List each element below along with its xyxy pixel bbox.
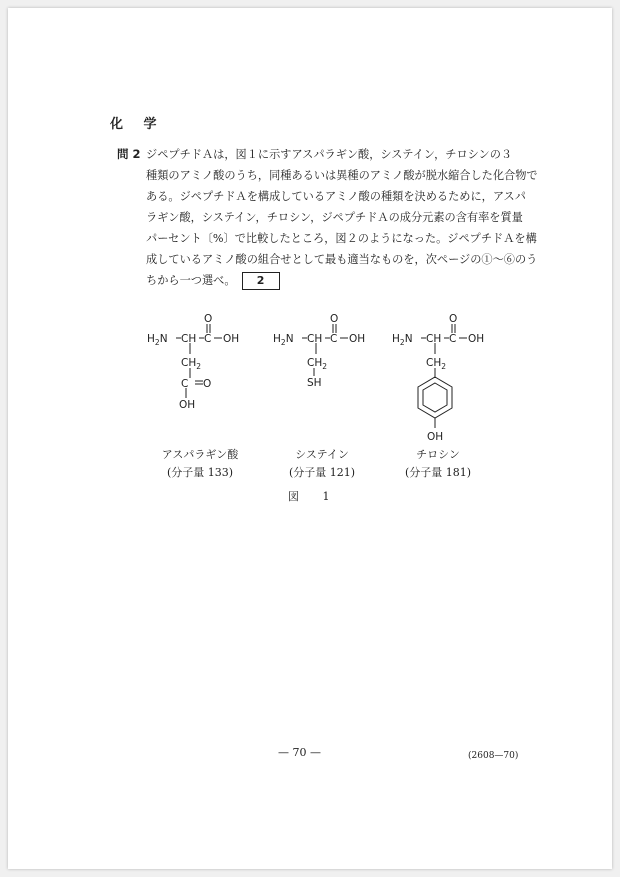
chem-sh: SH (307, 377, 322, 389)
question-line: ジペプチドＡは，図１に示すアスパラギン酸，システイン，チロシンの３ (146, 148, 513, 161)
chem-c: C (449, 333, 457, 345)
chem-amine: $H_2N$ (147, 333, 168, 347)
compound-mw-tyrosine: (分子量 181) (404, 466, 472, 479)
question-line: ちから一つ選べ。 (146, 274, 236, 287)
chem-ch2: $CH_2$ (426, 357, 447, 371)
question-line: ある。ジペプチドＡを構成しているアミノ酸の種類を決めるために，アスパ (146, 190, 526, 203)
chem-c: C (181, 378, 189, 390)
chem-ch: CH (307, 333, 323, 345)
question-line: ラギン酸，システイン，チロシン，ジペプチドＡの成分元素の含有率を質量 (146, 211, 523, 224)
compound-name-cysteine: システイン (295, 448, 349, 461)
chem-amine: $H_2N$ (392, 333, 413, 347)
chem-c: C (330, 333, 338, 345)
chem-o: O (330, 313, 339, 325)
chem-o: O (204, 313, 213, 325)
chem-ch: CH (181, 333, 197, 345)
chem-oh: OH (468, 333, 485, 345)
compound-name-aspartic: アスパラギン酸 (161, 448, 239, 461)
chem-oh: OH (223, 333, 240, 345)
chem-o: O (449, 313, 458, 325)
figure-caption: 図 1 (288, 490, 340, 503)
page-number: — 70 — (278, 746, 321, 759)
chem-oh: OH (179, 399, 196, 411)
compound-mw-cysteine: (分子量 121) (288, 466, 356, 479)
compound-name-tyrosine: チロシン (416, 448, 460, 461)
answer-box: 2 (242, 272, 280, 290)
chem-ch2: $CH_2$ (307, 357, 328, 371)
question-line: パーセント〔%〕で比較したところ，図２のようになった。ジペプチドＡを構 (146, 232, 537, 245)
chem-amine: $H_2N$ (273, 333, 294, 347)
compound-mw-aspartic: (分子量 133) (166, 466, 234, 479)
chem-oh: OH (349, 333, 366, 345)
question-line: 種類のアミノ酸のうち，同種あるいは異種のアミノ酸が脱水縮合した化合物で (146, 169, 538, 182)
chem-o: O (203, 378, 212, 390)
question-line: 成しているアミノ酸の組合せとして最も適当なものを，次ページの①～⑥のう (146, 253, 538, 266)
chem-oh: OH (427, 431, 444, 443)
page-code: (2608—70) (468, 751, 519, 761)
chem-ch2: $CH_2$ (181, 357, 202, 371)
chem-ch: CH (426, 333, 442, 345)
subject-heading: 化 学 (110, 117, 165, 132)
chem-c: C (204, 333, 212, 345)
question-number: 問 2 (117, 147, 141, 161)
